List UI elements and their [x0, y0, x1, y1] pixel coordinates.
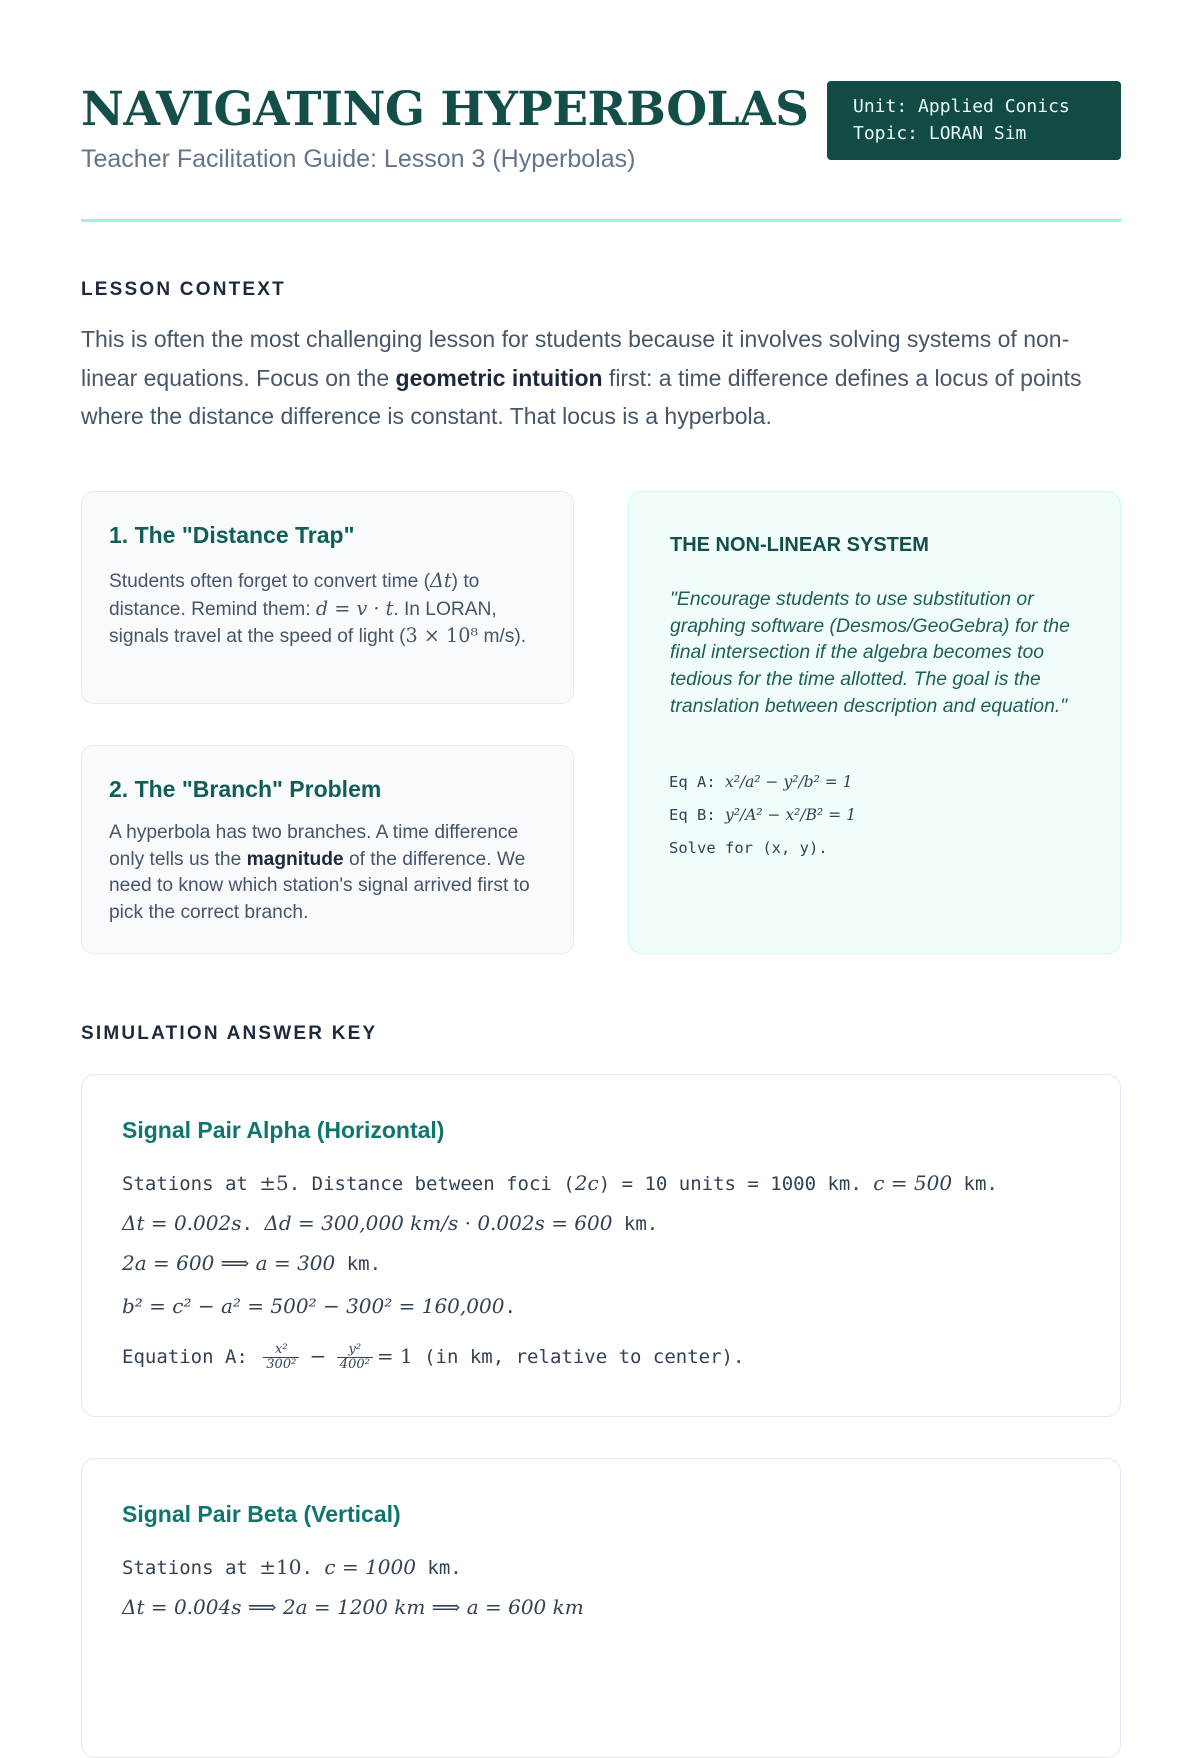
topic-label: Topic: LORAN Sim [853, 123, 1027, 144]
emphasis-magnitude: magnitude [246, 848, 344, 870]
lesson-context-heading: LESSON CONTEXT [81, 279, 286, 300]
signal-pair-beta-card [81, 1458, 1121, 1758]
unit-topic-badge [827, 81, 1121, 160]
emphasis-geometric-intuition: geometric intuition [395, 364, 603, 391]
teacher-quote: "Encourage students to use substitution or graphing software (Desmos/GeoGebra) for the final intersection if the algebra becomes too tedious for the time allotted. The goal is the translation between description and equation." [670, 588, 1070, 717]
alpha-line-2: Δt = 0.002s. Δd = 300,000 km/s · 0.002s = 600 km. [122, 1211, 659, 1235]
branch-problem-text: A hyperbola has two branches. A time difference only tells us the magnitude of the difference. We need to know which station's signal arrived first to pick the correct branch. [109, 822, 530, 923]
signal-pair-alpha-title: Signal Pair Alpha (Horizontal) [122, 1117, 445, 1143]
beta-line-2: Δt = 0.004s ⟹ 2a = 1200 km ⟹ a = 600 km [122, 1595, 584, 1619]
branch-problem-title: 2. The "Branch" Problem [109, 776, 382, 802]
system-equations [669, 773, 856, 872]
beta-solution [122, 1547, 584, 1627]
lesson-context-text: This is often the most challenging lesson for students because it involves solving systems of non-linear equations. Focus on the geometric intuition first: a time difference defines a locus of points where the distance difference is constant. That locus is a hyperbola. [81, 326, 1082, 429]
alpha-line-5: Equation A: $\frac{\text{x²}}{\text{300²}}$ − $\frac{\text{y²}}{\text{400²}}$ = 1 (in km, relative to center). [122, 1342, 745, 1372]
answer-key-heading: SIMULATION ANSWER KEY [81, 1023, 378, 1044]
page-subtitle: Teacher Facilitation Guide: Lesson 3 (Hyperbolas) [81, 145, 636, 173]
fraction-x: $\frac{\text{x²}}{\text{300²}}$ [263, 1343, 299, 1372]
fraction-y: $\frac{\text{y²}}{\text{400²}}$ [337, 1343, 373, 1372]
equation-b: Eq B: y²/A² − x²/B² = 1 [669, 806, 856, 824]
distance-trap-text: Students often forget to convert time (Δt) to distance. Remind them: d = v · t. In LORAN, signals travel at the speed of light (3 × 10⁸ m/s). [109, 569, 527, 648]
alpha-line-4: b² = c² − a² = 500² − 300² = 160,000. [122, 1294, 516, 1318]
signal-pair-beta-title: Signal Pair Beta (Vertical) [122, 1501, 401, 1527]
distance-trap-title: 1. The "Distance Trap" [109, 522, 355, 548]
page-title: NAVIGATING HYPERBOLAS [81, 82, 809, 137]
signal-pair-alpha-card [81, 1074, 1121, 1417]
guide-page [81, 0, 1121, 1619]
alpha-line-1: Stations at ±5. Distance between foci (2c) = 10 units = 1000 km. c = 500 km. [122, 1171, 998, 1195]
non-linear-system-heading: THE NON-LINEAR SYSTEM [670, 534, 929, 556]
page-header [81, 0, 1121, 222]
non-linear-system-panel [628, 491, 1121, 954]
distance-trap-card [81, 491, 574, 704]
equation-a: Eq A: x²/a² − y²/b² = 1 [669, 773, 853, 791]
unit-label: Unit: Applied Conics [853, 96, 1070, 117]
beta-line-1: Stations at ±10. c = 1000 km. [122, 1555, 462, 1579]
solve-instruction: Solve for (x, y). [669, 839, 828, 857]
alpha-line-3: 2a = 600 ⟹ a = 300 km. [122, 1251, 382, 1275]
alpha-solution [122, 1163, 998, 1383]
branch-problem-card [81, 745, 574, 954]
